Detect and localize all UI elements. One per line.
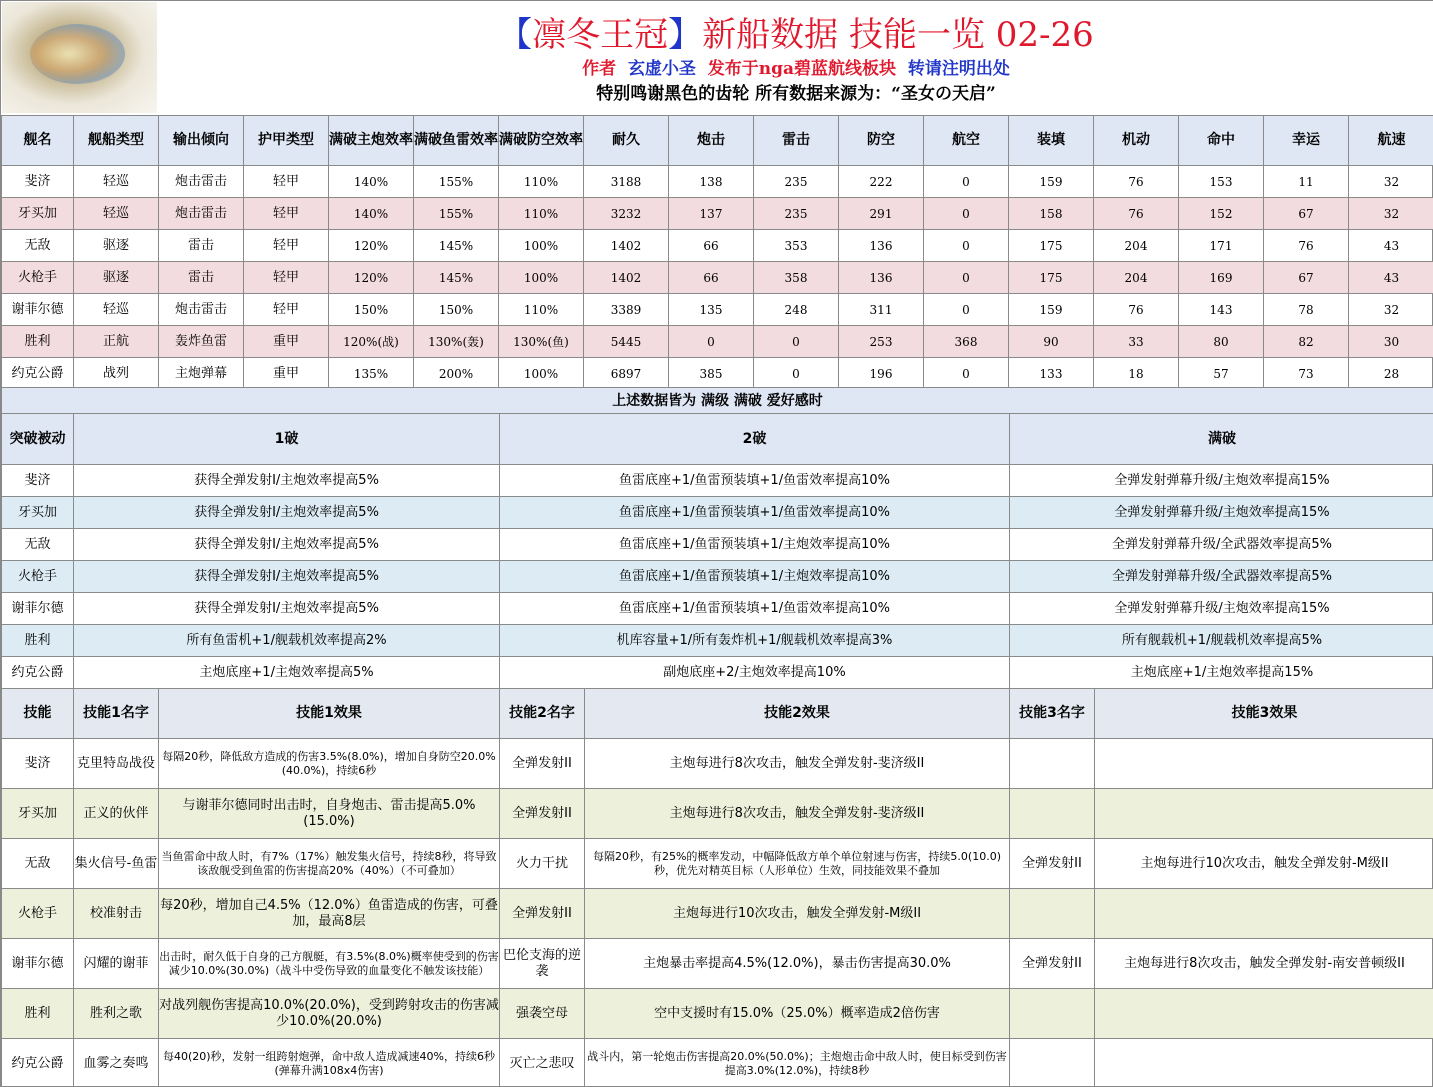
- stats-cell: 战列: [74, 358, 159, 390]
- stats-cell: 0: [754, 326, 839, 358]
- skill-row: [2, 1039, 1433, 1087]
- limit-break-cell: 获得全弹发射I/主炮效率提高5%: [74, 561, 500, 593]
- skill-name-cell: 全弹发射II: [1010, 939, 1095, 989]
- limit-break-cell: 全弹发射弹幕升级/主炮效率提高15%: [1010, 593, 1433, 625]
- ship-name-cell: 谢菲尔德: [2, 593, 74, 625]
- stats-cell: 385: [669, 358, 754, 390]
- stats-cell: 雷击: [159, 230, 244, 262]
- stats-cell: 158: [1009, 198, 1094, 230]
- limit-break-cell: 鱼雷底座+1/鱼雷预装填+1/鱼雷效率提高10%: [500, 593, 1010, 625]
- limit-break-header-cell: 满破: [1010, 414, 1433, 465]
- stats-cell: 重甲: [244, 326, 329, 358]
- ship-name-cell: 牙买加: [2, 497, 74, 529]
- skill-effect-cell: [1095, 889, 1433, 939]
- skill-name-cell: [1010, 739, 1095, 789]
- stats-cell: 驱逐: [74, 262, 159, 294]
- skill-name-cell: 克里特岛战役: [74, 739, 159, 789]
- stats-cell: 135%: [329, 358, 414, 390]
- skill-effect-cell: 战斗内，第一轮炮击伤害提高20.0%(50.0%)；主炮炮击命中敌人时，使目标受到伤害提高3.0%(12.0%)，持续8秒: [585, 1039, 1010, 1087]
- stats-cell: 138: [669, 166, 754, 198]
- limit-break-header-cell: 2破: [500, 414, 1010, 465]
- stats-cell: 重甲: [244, 358, 329, 390]
- skill-name-cell: 巴伦支海的逆袭: [500, 939, 585, 989]
- stats-cell: 153: [1179, 166, 1264, 198]
- stats-cell: 33: [1094, 326, 1179, 358]
- ship-name-cell: 约克公爵: [2, 1039, 74, 1087]
- skill-effect-cell: 主炮每进行8次攻击，触发全弹发射-斐济级II: [585, 739, 1010, 789]
- stats-cell: 78: [1264, 294, 1349, 326]
- stats-cell: 轻甲: [244, 230, 329, 262]
- stats-cell: 353: [754, 230, 839, 262]
- stats-cell: 110%: [499, 294, 584, 326]
- stats-cell: 5445: [584, 326, 669, 358]
- stats-cell: 204: [1094, 230, 1179, 262]
- title-name: 凛冬王冠: [532, 15, 669, 55]
- thanks-line: 特别鸣谢黑色的齿轮 所有数据来源为：“圣女の天启”: [596, 84, 996, 104]
- stats-header-cell: 满破鱼雷效率: [414, 116, 499, 166]
- ship-name-cell: 斐济: [2, 739, 74, 789]
- data-note: 上述数据皆为 满级 满破 爱好感时: [2, 388, 1433, 414]
- stats-cell: 雷击: [159, 262, 244, 294]
- limit-break-header-cell: 1破: [74, 414, 500, 465]
- author-name: 玄虚小圣: [627, 59, 696, 79]
- stats-cell: 82: [1264, 326, 1349, 358]
- stats-cell: 0: [669, 326, 754, 358]
- stats-cell: 轻甲: [244, 262, 329, 294]
- skill-name-cell: [1010, 789, 1095, 839]
- stats-cell: 155%: [414, 166, 499, 198]
- limit-break-cell: 副炮底座+2/主炮效率提高10%: [500, 657, 1010, 689]
- ship-name-cell: 火枪手: [2, 561, 74, 593]
- skill-effect-cell: 主炮暴击率提高4.5%(12.0%)，暴击伤害提高30.0%: [585, 939, 1010, 989]
- stats-cell: 1402: [584, 262, 669, 294]
- stats-cell: 0: [924, 230, 1009, 262]
- limit-break-cell: 获得全弹发射I/主炮效率提高5%: [74, 593, 500, 625]
- skill-effect-cell: [1095, 739, 1433, 789]
- limit-break-cell: 获得全弹发射I/主炮效率提高5%: [74, 529, 500, 561]
- stats-cell: 204: [1094, 262, 1179, 294]
- stats-cell: 100%: [499, 358, 584, 390]
- skill-effect-cell: [1095, 1039, 1433, 1087]
- title-rest: 新船数据 技能一览 02-26: [702, 15, 1094, 55]
- ship-name-cell: 无敌: [2, 230, 74, 262]
- stats-cell: 150%: [329, 294, 414, 326]
- stats-cell: 100%: [499, 230, 584, 262]
- stats-cell: 轰炸鱼雷: [159, 326, 244, 358]
- stats-table: [1, 115, 1433, 390]
- stats-cell: 155%: [414, 198, 499, 230]
- limit-break-row: [2, 593, 1433, 625]
- stats-cell: 0: [924, 358, 1009, 390]
- skill-effect-cell: 每隔20秒，有25%的概率发动，中幅降低敌方单个单位射速与伤害，持续5.0(10.0)秒，优先对精英目标（人形单位）生效，同技能效果不叠加: [585, 839, 1010, 889]
- skill-name-cell: 血雾之奏鸣: [74, 1039, 159, 1087]
- page-title: [158, 15, 1433, 55]
- stats-header-cell: 护甲类型: [244, 116, 329, 166]
- skill-effect-cell: 每20秒，增加自己4.5%（12.0%）鱼雷造成的伤害，可叠加，最高8层: [159, 889, 500, 939]
- title-bracket-open: 【: [498, 15, 533, 55]
- stats-header-cell: 舰名: [2, 116, 74, 166]
- stats-header-cell: 防空: [839, 116, 924, 166]
- ship-name-cell: 牙买加: [2, 789, 74, 839]
- skill-name-cell: 全弹发射II: [500, 739, 585, 789]
- stats-cell: 159: [1009, 294, 1094, 326]
- stats-row: [2, 326, 1433, 358]
- stats-cell: 110%: [499, 198, 584, 230]
- skill-name-cell: 火力干扰: [500, 839, 585, 889]
- stats-cell: 0: [924, 166, 1009, 198]
- repost-note: 转请注明出处: [907, 59, 1010, 79]
- skills-header-cell: 技能2名字: [500, 689, 585, 739]
- stats-cell: 135: [669, 294, 754, 326]
- stats-cell: 正航: [74, 326, 159, 358]
- stats-cell: 轻巡: [74, 166, 159, 198]
- stats-cell: 主炮弹幕: [159, 358, 244, 390]
- stats-cell: 248: [754, 294, 839, 326]
- ship-name-cell: 斐济: [2, 166, 74, 198]
- stats-cell: 76: [1094, 166, 1179, 198]
- stats-cell: 90: [1009, 326, 1094, 358]
- skills-header-cell: 技能: [2, 689, 74, 739]
- limit-break-cell: 全弹发射弹幕升级/主炮效率提高15%: [1010, 465, 1433, 497]
- skill-name-cell: [1010, 989, 1095, 1039]
- stats-header-cell: 装填: [1009, 116, 1094, 166]
- limit-break-cell: 全弹发射弹幕升级/全武器效率提高5%: [1010, 561, 1433, 593]
- header: [1, 1, 1433, 115]
- limit-break-row: [2, 465, 1433, 497]
- skill-name-cell: 灭亡之悲叹: [500, 1039, 585, 1087]
- stats-row: [2, 230, 1433, 262]
- stats-header-cell: 满破主炮效率: [329, 116, 414, 166]
- stats-header-row: [2, 116, 1433, 166]
- author-line: [158, 58, 1433, 80]
- stats-header-cell: 输出倾向: [159, 116, 244, 166]
- stats-row: [2, 198, 1433, 230]
- stats-cell: 175: [1009, 262, 1094, 294]
- stats-cell: 67: [1264, 198, 1349, 230]
- stats-cell: 驱逐: [74, 230, 159, 262]
- stats-row: [2, 262, 1433, 294]
- limit-break-header-cell: 突破被动: [2, 414, 74, 465]
- ship-name-cell: 胜利: [2, 989, 74, 1039]
- stats-cell: 100%: [499, 262, 584, 294]
- stats-cell: 253: [839, 326, 924, 358]
- stats-cell: 140%: [329, 198, 414, 230]
- skill-effect-cell: 每隔20秒，降低敌方造成的伤害3.5%(8.0%)，增加自身防空20.0%(40.0%)，持续6秒: [159, 739, 500, 789]
- stats-cell: 轻甲: [244, 198, 329, 230]
- stats-cell: 291: [839, 198, 924, 230]
- stats-cell: 145%: [414, 262, 499, 294]
- stats-cell: 66: [669, 230, 754, 262]
- stats-header-cell: 航速: [1349, 116, 1433, 166]
- skill-row: [2, 889, 1433, 939]
- skills-header-cell: 技能1名字: [74, 689, 159, 739]
- skill-name-cell: 集火信号-鱼雷: [74, 839, 159, 889]
- stats-cell: 32: [1349, 166, 1433, 198]
- stats-cell: 137: [669, 198, 754, 230]
- limit-break-cell: 获得全弹发射I/主炮效率提高5%: [74, 497, 500, 529]
- ship-name-cell: 无敌: [2, 529, 74, 561]
- stats-cell: 235: [754, 166, 839, 198]
- stats-cell: 169: [1179, 262, 1264, 294]
- stats-header-cell: 炮击: [669, 116, 754, 166]
- stats-cell: 171: [1179, 230, 1264, 262]
- stats-cell: 76: [1264, 230, 1349, 262]
- skill-row: [2, 739, 1433, 789]
- stats-header-cell: 机动: [1094, 116, 1179, 166]
- stats-header-cell: 命中: [1179, 116, 1264, 166]
- stats-cell: 轻巡: [74, 198, 159, 230]
- stats-cell: 222: [839, 166, 924, 198]
- skills-header-cell: 技能3名字: [1010, 689, 1095, 739]
- stats-cell: 358: [754, 262, 839, 294]
- ship-name-cell: 牙买加: [2, 198, 74, 230]
- stats-cell: 28: [1349, 358, 1433, 390]
- logo-emblem: [30, 24, 125, 84]
- limit-break-cell: 全弹发射弹幕升级/全武器效率提高5%: [1010, 529, 1433, 561]
- stats-cell: 32: [1349, 294, 1433, 326]
- stats-cell: 43: [1349, 262, 1433, 294]
- stats-row: [2, 358, 1433, 390]
- stats-cell: 136: [839, 262, 924, 294]
- skill-effect-cell: [1095, 789, 1433, 839]
- stats-cell: 76: [1094, 294, 1179, 326]
- stats-cell: 30: [1349, 326, 1433, 358]
- stats-header-cell: 幸运: [1264, 116, 1349, 166]
- stats-cell: 0: [924, 198, 1009, 230]
- stats-cell: 43: [1349, 230, 1433, 262]
- author-label: 作者: [582, 59, 617, 79]
- stats-cell: 炮击雷击: [159, 294, 244, 326]
- stats-cell: 18: [1094, 358, 1179, 390]
- skill-name-cell: 校准射击: [74, 889, 159, 939]
- skill-name-cell: 胜利之歌: [74, 989, 159, 1039]
- skill-name-cell: 全弹发射II: [500, 789, 585, 839]
- stats-cell: 130%(鱼): [499, 326, 584, 358]
- skill-effect-cell: 空中支援时有15.0%（25.0%）概率造成2倍伤害: [585, 989, 1010, 1039]
- skill-effect-cell: 出击时，耐久低于自身的己方舰艇，有3.5%(8.0%)概率使受到的伤害减少10.0%(30.0%)（战斗中受伤导致的血量变化不触发该技能）: [159, 939, 500, 989]
- limit-break-row: [2, 625, 1433, 657]
- ship-name-cell: 无敌: [2, 839, 74, 889]
- stats-cell: 235: [754, 198, 839, 230]
- stats-cell: 120%: [329, 230, 414, 262]
- limit-break-cell: 鱼雷底座+1/鱼雷预装填+1/鱼雷效率提高10%: [500, 465, 1010, 497]
- stats-cell: 150%: [414, 294, 499, 326]
- limit-break-table: [1, 413, 1433, 689]
- skill-effect-cell: 与谢菲尔德同时出击时，自身炮击、雷击提高5.0%(15.0%): [159, 789, 500, 839]
- stats-cell: 0: [924, 262, 1009, 294]
- skill-effect-cell: 当鱼雷命中敌人时，有7%（17%）触发集火信号，持续8秒，将导致该敌舰受到鱼雷的伤害提高20%（40%）（不可叠加）: [159, 839, 500, 889]
- ship-name-cell: 斐济: [2, 465, 74, 497]
- skill-name-cell: 全弹发射II: [500, 889, 585, 939]
- skills-header-cell: 技能2效果: [585, 689, 1010, 739]
- stats-header-cell: 满破防空效率: [499, 116, 584, 166]
- stats-cell: 76: [1094, 198, 1179, 230]
- limit-break-cell: 所有鱼雷机+1/舰载机效率提高2%: [74, 625, 500, 657]
- skill-effect-cell: [1095, 989, 1433, 1039]
- skill-row: [2, 789, 1433, 839]
- skill-effect-cell: 主炮每进行8次攻击，触发全弹发射-斐济级II: [585, 789, 1010, 839]
- skill-name-cell: 全弹发射II: [1010, 839, 1095, 889]
- skill-name-cell: [1010, 1039, 1095, 1087]
- stats-cell: 炮击雷击: [159, 166, 244, 198]
- stats-cell: 136: [839, 230, 924, 262]
- ship-name-cell: 约克公爵: [2, 657, 74, 689]
- title-bracket-close: 】: [668, 15, 703, 55]
- stats-cell: 159: [1009, 166, 1094, 198]
- stats-header-cell: 雷击: [754, 116, 839, 166]
- limit-break-cell: 主炮底座+1/主炮效率提高5%: [74, 657, 500, 689]
- ship-name-cell: 胜利: [2, 326, 74, 358]
- limit-break-row: [2, 529, 1433, 561]
- skill-name-cell: 闪耀的谢菲: [74, 939, 159, 989]
- logo-image: [2, 2, 157, 113]
- stats-row: [2, 294, 1433, 326]
- limit-break-row: [2, 561, 1433, 593]
- stats-cell: 0: [754, 358, 839, 390]
- limit-break-cell: 鱼雷底座+1/鱼雷预装填+1/主炮效率提高10%: [500, 529, 1010, 561]
- skill-name-cell: 强袭空母: [500, 989, 585, 1039]
- limit-break-row: [2, 497, 1433, 529]
- stats-cell: 6897: [584, 358, 669, 390]
- limit-break-cell: 所有舰载机+1/舰载机效率提高5%: [1010, 625, 1433, 657]
- ship-name-cell: 胜利: [2, 625, 74, 657]
- stats-header-cell: 耐久: [584, 116, 669, 166]
- ship-name-cell: 火枪手: [2, 889, 74, 939]
- limit-break-row: [2, 657, 1433, 689]
- stats-cell: 0: [924, 294, 1009, 326]
- stats-cell: 110%: [499, 166, 584, 198]
- stats-row: [2, 166, 1433, 198]
- stats-cell: 120%: [329, 262, 414, 294]
- stats-cell: 炮击雷击: [159, 198, 244, 230]
- stats-header-cell: 舰船类型: [74, 116, 159, 166]
- published-label: 发布于nga碧蓝航线板块: [707, 59, 897, 79]
- limit-break-cell: 获得全弹发射I/主炮效率提高5%: [74, 465, 500, 497]
- limit-break-cell: 机库容量+1/所有轰炸机+1/舰载机效率提高3%: [500, 625, 1010, 657]
- ship-name-cell: 谢菲尔德: [2, 939, 74, 989]
- note-table: [1, 387, 1433, 414]
- skill-row: [2, 989, 1433, 1039]
- stats-cell: 轻甲: [244, 294, 329, 326]
- stats-header-cell: 航空: [924, 116, 1009, 166]
- stats-cell: 175: [1009, 230, 1094, 262]
- skills-header-cell: 技能1效果: [159, 689, 500, 739]
- skill-row: [2, 839, 1433, 889]
- stats-cell: 66: [669, 262, 754, 294]
- stats-cell: 130%(轰): [414, 326, 499, 358]
- stats-cell: 368: [924, 326, 1009, 358]
- stats-cell: 73: [1264, 358, 1349, 390]
- stats-cell: 1402: [584, 230, 669, 262]
- skill-effect-cell: 每40(20)秒，发射一组跨射炮弹，命中敌人造成减速40%，持续6秒 (弹幕升满108x4伤害): [159, 1039, 500, 1087]
- stats-cell: 143: [1179, 294, 1264, 326]
- limit-break-cell: 全弹发射弹幕升级/主炮效率提高15%: [1010, 497, 1433, 529]
- skill-effect-cell: 主炮每进行10次攻击，触发全弹发射-M级II: [585, 889, 1010, 939]
- stats-cell: 3188: [584, 166, 669, 198]
- skill-effect-cell: 对战列舰伤害提高10.0%(20.0%)，受到跨射攻击的伤害减少10.0%(20.0%): [159, 989, 500, 1039]
- skill-effect-cell: 主炮每进行10次攻击，触发全弹发射-M级II: [1095, 839, 1433, 889]
- stats-cell: 133: [1009, 358, 1094, 390]
- skill-row: [2, 939, 1433, 989]
- skills-header-row: [2, 689, 1433, 739]
- stats-cell: 152: [1179, 198, 1264, 230]
- stats-cell: 3389: [584, 294, 669, 326]
- stats-cell: 67: [1264, 262, 1349, 294]
- limit-break-cell: 鱼雷底座+1/鱼雷预装填+1/鱼雷效率提高10%: [500, 497, 1010, 529]
- stats-cell: 140%: [329, 166, 414, 198]
- skill-name-cell: [1010, 889, 1095, 939]
- stats-cell: 120%(战): [329, 326, 414, 358]
- limit-break-cell: 主炮底座+1/主炮效率提高15%: [1010, 657, 1433, 689]
- ship-name-cell: 约克公爵: [2, 358, 74, 390]
- skills-table: [1, 688, 1433, 1087]
- stats-cell: 轻巡: [74, 294, 159, 326]
- stats-cell: 311: [839, 294, 924, 326]
- stats-cell: 196: [839, 358, 924, 390]
- skill-effect-cell: 主炮每进行8次攻击，触发全弹发射-南安普顿级II: [1095, 939, 1433, 989]
- stats-cell: 80: [1179, 326, 1264, 358]
- stats-cell: 32: [1349, 198, 1433, 230]
- ship-name-cell: 火枪手: [2, 262, 74, 294]
- stats-cell: 3232: [584, 198, 669, 230]
- stats-cell: 200%: [414, 358, 499, 390]
- skills-header-cell: 技能3效果: [1095, 689, 1433, 739]
- limit-break-cell: 鱼雷底座+1/鱼雷预装填+1/主炮效率提高10%: [500, 561, 1010, 593]
- limit-break-header-row: [2, 414, 1433, 465]
- ship-name-cell: 谢菲尔德: [2, 294, 74, 326]
- stats-cell: 145%: [414, 230, 499, 262]
- skill-name-cell: 正义的伙伴: [74, 789, 159, 839]
- stats-cell: 轻甲: [244, 166, 329, 198]
- stats-cell: 57: [1179, 358, 1264, 390]
- stats-cell: 11: [1264, 166, 1349, 198]
